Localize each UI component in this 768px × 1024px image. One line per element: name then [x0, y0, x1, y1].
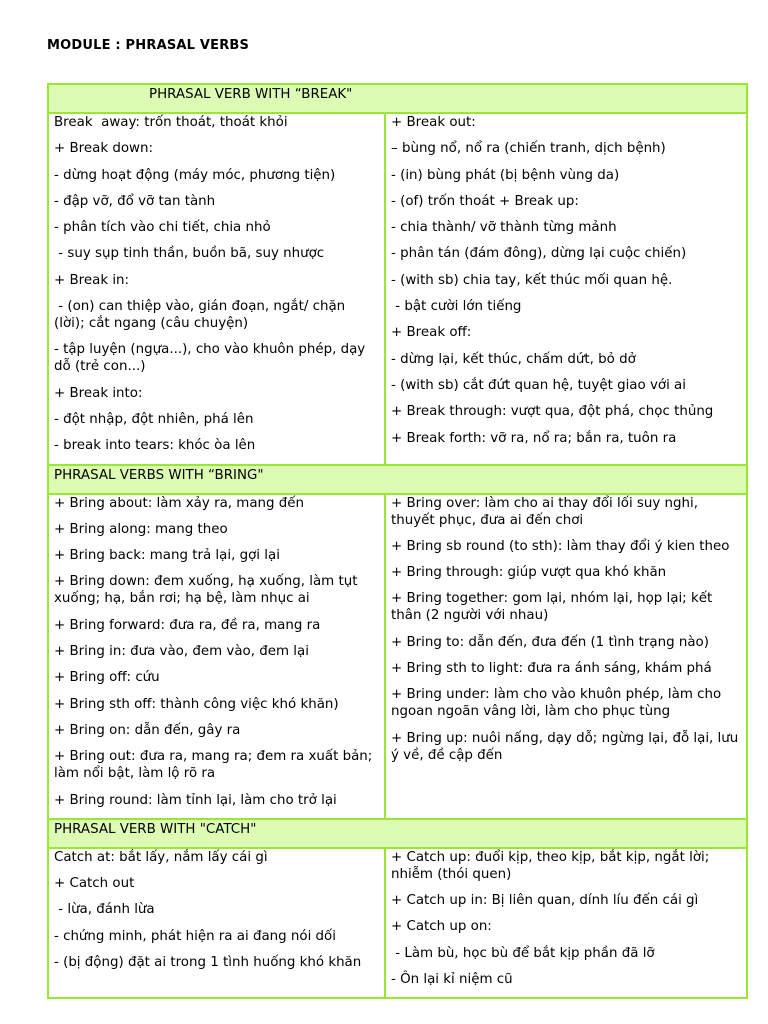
- bring-right-column: [385, 494, 747, 819]
- entry-line: + Bring off: cứu: [54, 670, 160, 686]
- entry-line: + Bring through: giúp vượt qua khó khăn: [391, 565, 667, 581]
- entry-line: - dừng hoạt động (máy móc, phương tiện): [54, 167, 336, 183]
- catch-left-column: [48, 848, 385, 998]
- entry-line: - suy sụp tinh thần, buồn bã, suy nhược: [54, 246, 325, 262]
- entry-line: - đập vỡ, đổ vỡ tan tành: [54, 193, 216, 209]
- entry-line: - (with sb) chia tay, kết thúc mối quan hệ.: [391, 272, 673, 288]
- entry-line: + Bring round: làm tỉnh lại, làm cho trở lại: [54, 792, 337, 808]
- entry-line: - tập luyện (ngựa...), cho vào khuôn phép, dạy dỗ (trẻ con...): [54, 342, 370, 375]
- entry-line: + Bring to: dẫn đến, đưa đến (1 tình trạng nào): [391, 634, 709, 650]
- section-header-bring: PHRASAL VERBS WITH “BRING": [48, 465, 747, 494]
- entry-line: + Bring sth off: thành công việc khó khăn): [54, 696, 339, 712]
- entry-line: – bùng nổ, nổ ra (chiến tranh, dịch bệnh): [391, 141, 666, 157]
- entry-line: - Ôn lại kỉ niệm cũ: [391, 972, 513, 988]
- section-catch: [48, 819, 747, 998]
- document-title: MODULE : PHRASAL VERBS: [47, 38, 250, 53]
- break-left-column: [48, 113, 385, 465]
- bring-left-column: [48, 494, 385, 819]
- entry-line: + Bring in: đưa vào, đem vào, đem lại: [54, 644, 309, 660]
- section-break: [48, 84, 747, 465]
- catch-right-column: [385, 848, 747, 998]
- entry-line: + Break through: vượt qua, đột phá, chọc thủng: [391, 404, 714, 420]
- entry-line: + Bring under: làm cho vào khuôn phép, làm cho ngoan ngoãn vâng lời, làm cho phục tùng: [391, 687, 726, 720]
- entry-line: Catch at: bắt lấy, nắm lấy cái gì: [54, 849, 268, 865]
- entry-line: + Bring over: làm cho ai thay đổi lối suy nghi, thuyết phục, đưa ai đến chơi: [391, 495, 703, 528]
- entry-line: - break into tears: khóc òa lên: [54, 438, 256, 454]
- entry-line: + Bring back: mang trả lại, gợi lại: [54, 548, 280, 564]
- entry-line: - phân tích vào chi tiết, chia nhỏ: [54, 220, 271, 236]
- entry-line: - dừng lại, kết thúc, chấm dứt, bỏ dở: [391, 351, 636, 367]
- section-header-break: PHRASAL VERB WITH “BREAK": [48, 84, 747, 113]
- entry-line: + Bring out: đưa ra, mang ra; đem ra xuất bản; làm nổi bật, làm lộ rõ ra: [54, 749, 377, 782]
- entry-line: + Catch up: đuổi kịp, theo kịp, bắt kịp, ngắt lời; nhiễm (thói quen): [391, 849, 714, 882]
- entry-line: + Break off:: [391, 325, 472, 341]
- break-right-column: [385, 113, 747, 465]
- entry-line: Break away: trốn thoát, thoát khỏi: [54, 115, 288, 130]
- entry-line: + Break down:: [54, 141, 153, 157]
- entry-line: - phân tán (đám đông), dừng lại cuộc chiến): [391, 246, 687, 262]
- entry-line: + Catch out: [54, 876, 135, 892]
- entry-line: + Break forth: vỡ ra, nổ ra; bắn ra, tuôn ra: [391, 430, 677, 446]
- entry-line: - (on) can thiệp vào, gián đoạn, ngắt/ chặn (lời); cắt ngang (câu chuyện): [54, 299, 350, 332]
- entry-line: + Break into:: [54, 385, 143, 401]
- entry-line: + Catch up on:: [391, 919, 492, 935]
- entry-line: - Làm bù, học bù để bắt kịp phần đã lỡ: [391, 945, 655, 961]
- section-header-catch: PHRASAL VERB WITH "CATCH": [48, 819, 747, 848]
- phrasal-verbs-table: [47, 83, 748, 999]
- section-bring: [48, 465, 747, 819]
- entry-line: - lừa, đánh lừa: [54, 902, 155, 918]
- entry-line: + Bring together: gom lại, nhóm lại, họp lại; kết thân (2 người với nhau): [391, 591, 717, 624]
- entry-line: + Bring about: làm xảy ra, mang đến: [54, 495, 305, 511]
- entry-line: - chứng minh, phát hiện ra ai đang nói dối: [54, 928, 336, 944]
- entry-line: - (bị động) đặt ai trong 1 tình huống khó khăn: [54, 955, 362, 971]
- entry-line: + Bring along: mang theo: [54, 521, 228, 537]
- entry-line: + Bring up: nuôi nấng, dạy dỗ; ngừng lại, đỗ lại, lưu ý về, đề cập đến: [391, 730, 743, 763]
- entry-line: - bật cười lớn tiếng: [391, 299, 522, 315]
- entry-line: + Bring forward: đưa ra, đề ra, mang ra: [54, 617, 321, 633]
- entry-line: + Break in:: [54, 272, 130, 288]
- entry-line: + Bring down: đem xuống, hạ xuống, làm tụt xuống; hạ, bắn rơi; hạ bệ, làm nhục ai: [54, 574, 362, 607]
- entry-line: + Bring on: dẫn đến, gây ra: [54, 722, 241, 738]
- entry-line: - (of) trốn thoát + Break up:: [391, 193, 579, 209]
- entry-line: - (with sb) cắt đứt quan hệ, tuyệt giao với ai: [391, 377, 686, 393]
- entry-line: + Bring sb round (to sth): làm thay đổi ý kien theo: [391, 538, 730, 554]
- entry-line: - đột nhập, đột nhiên, phá lên: [54, 411, 254, 427]
- entry-line: - (in) bùng phát (bị bệnh vùng da): [391, 167, 620, 183]
- entry-line: + Bring sth to light: đưa ra ánh sáng, khám phá: [391, 661, 712, 677]
- entry-line: + Catch up in: Bị liên quan, dính líu đến cái gì: [391, 893, 699, 909]
- entry-line: - chia thành/ vỡ thành từng mảnh: [391, 220, 617, 236]
- entry-line: + Break out:: [391, 115, 476, 130]
